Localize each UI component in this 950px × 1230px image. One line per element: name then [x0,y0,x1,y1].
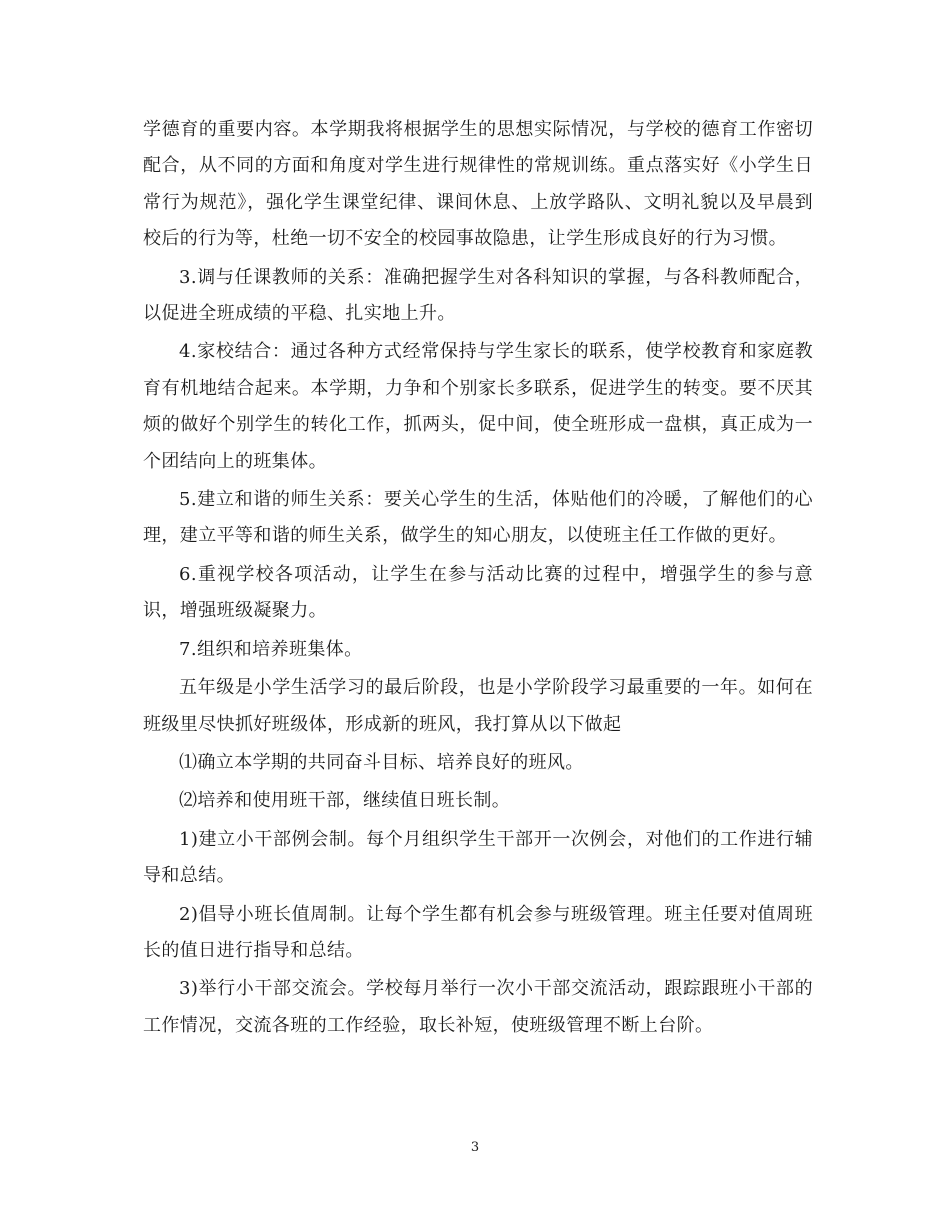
paragraph-sub-1: ⑴确立本学期的共同奋斗目标、培养良好的班风。 [179,751,584,773]
paragraph-item-5: 5.建立和谐的师生关系：要关心学生的生活，体贴他们的冷暖，了解他们的心理，建立平等和谐的师生关系，做学生的知心朋友，以使班主任工作做的更好。 [143,489,813,547]
document-body [143,112,813,1046]
paragraph-moral-education: 学德育的重要内容。本学期我将根据学生的思想实际情况，与学校的德育工作密切配合，从不同的方面和角度对学生进行规律性的常规训练。重点落实好《小学生日常行为规范》，强化学生课堂纪律、课间休息、上放学路队、文明礼貌以及早晨到校后的行为等，杜绝一切不安全的校园事故隐患，让学生形成良好的行为习惯。 [143,119,813,250]
paragraph-item-4: 4.家校结合：通过各种方式经常保持与学生家长的联系，使学校教育和家庭教育有机地结合起来。本学期，力争和个别家长多联系，促进学生的转变。要不厌其烦的做好个别学生的转化工作，抓两头，促中间，使全班形成一盘棋，真正成为一个团结向上的班集体。 [143,341,813,472]
paragraph-grade-five: 五年级是小学生活学习的最后阶段，也是小学阶段学习最重要的一年。如何在班级里尽快抓好班级体，形成新的班风，我打算从以下做起 [143,677,813,735]
paragraph-sub-2: ⑵培养和使用班干部，继续值日班长制。 [179,790,511,812]
page-number: 3 [470,1140,480,1155]
paragraph-point-1: 1)建立小干部例会制。每个月组织学生干部开一次例会，对他们的工作进行辅导和总结。 [143,828,813,887]
paragraph-item-7: 7.组织和培养班集体。 [179,638,363,660]
paragraph-item-3: 3.调与任课教师的关系：准确把握学生对各科知识的掌握，与各科教师配合，以促进全班成绩的平稳、扎实地上升。 [143,266,813,325]
paragraph-item-6: 6.重视学校各项活动，让学生在参与活动比赛的过程中，增强学生的参与意识，增强班级凝聚力。 [143,563,813,622]
paragraph-point-2: 2)倡导小班长值周制。让每个学生都有机会参与班级管理。班主任要对值周班长的值日进行指导和总结。 [143,903,813,961]
paragraph-point-3: 3)举行小干部交流会。学校每月举行一次小干部交流活动，跟踪跟班小干部的工作情况，交流各班的工作经验，取长补短，使班级管理不断上台阶。 [143,978,813,1036]
